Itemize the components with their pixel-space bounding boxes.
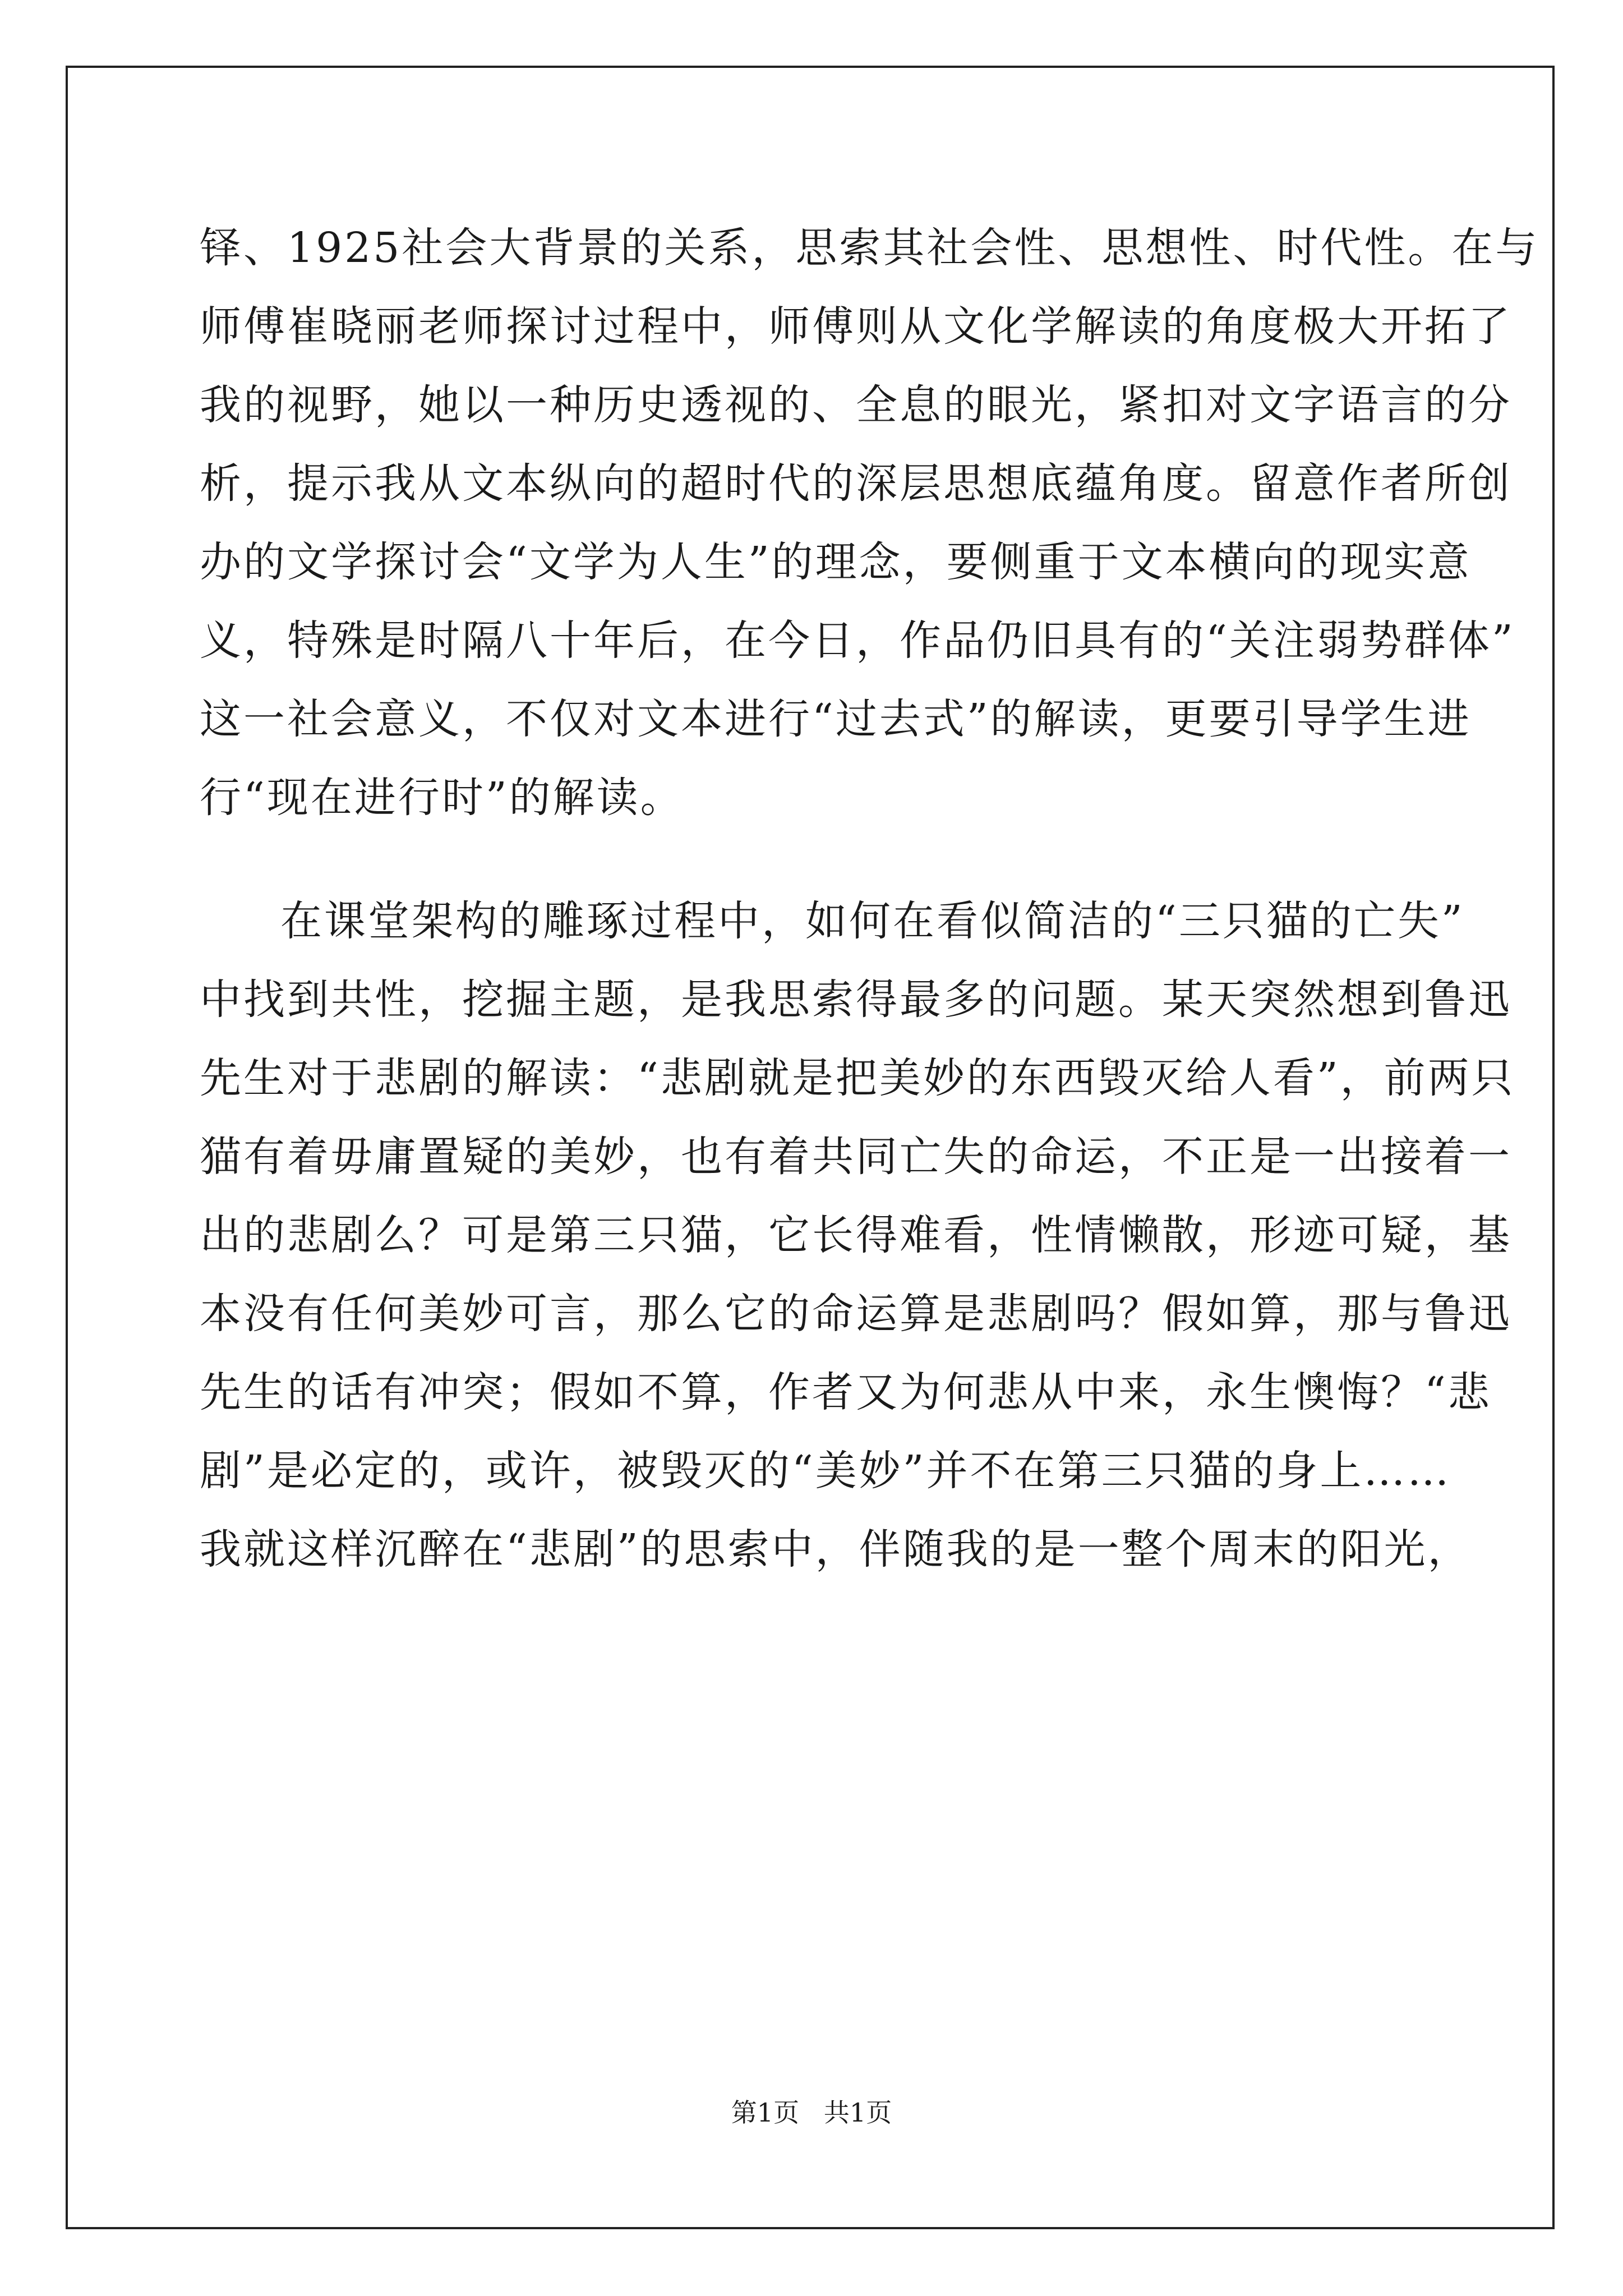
text-line: 出的悲剧么？可是第三只猫，它长得难看，性情懒散，形迹可疑，基 xyxy=(200,1211,1512,1259)
text-line: 办的文学探讨会“文学为人生”的理念，要侧重于文本横向的现实意 xyxy=(200,538,1472,586)
text-line: 师傅崔晓丽老师探讨过程中，师傅则从文化学解读的角度极大开拓了 xyxy=(200,302,1512,351)
text-line: 行“现在进行时”的解读。 xyxy=(200,774,684,822)
text-line: 猫有着毋庸置疑的美妙，也有着共同亡失的命运，不正是一出接着一 xyxy=(200,1133,1512,1181)
text-line: 铎、1925社会大背景的关系，思索其社会性、思想性、时代性。在与 xyxy=(200,224,1539,272)
text-line: 剧”是必定的，或许，被毁灭的“美妙”并不在第三只猫的身上…… xyxy=(200,1447,1451,1495)
page-number-footer: 第1页 共1页 xyxy=(731,2097,892,2128)
paragraph-first-line: 在课堂架构的雕琢过程中，如何在看似简洁的“三只猫的亡失” xyxy=(280,897,1465,945)
text-line: 义，特殊是时隔八十年后，在今日，作品仍旧具有的“关注弱势群体” xyxy=(200,616,1515,665)
text-line: 先生对于悲剧的解读：“悲剧就是把美妙的东西毁灭给人看”，前两只 xyxy=(200,1054,1515,1102)
text-line: 本没有任何美妙可言，那么它的命运算是悲剧吗？假如算，那与鲁迅 xyxy=(200,1290,1512,1338)
text-line: 这一社会意义，不仅对文本进行“过去式”的解读，更要引导学生进 xyxy=(200,695,1472,743)
text-line: 析，提示我从文本纵向的超时代的深层思想底蕴角度。留意作者所创 xyxy=(200,459,1512,508)
text-line: 我的视野，她以一种历史透视的、全息的眼光，紧扣对文字语言的分 xyxy=(200,381,1512,429)
text-line: 我就这样沉醉在“悲剧”的思索中，伴随我的是一整个周末的阳光， xyxy=(200,1525,1472,1573)
text-line: 中找到共性，挖掘主题，是我思索得最多的问题。某天突然想到鲁迅 xyxy=(200,976,1512,1024)
text-line: 先生的话有冲突；假如不算，作者又为何悲从中来，永生懊悔？“悲 xyxy=(200,1368,1492,1416)
